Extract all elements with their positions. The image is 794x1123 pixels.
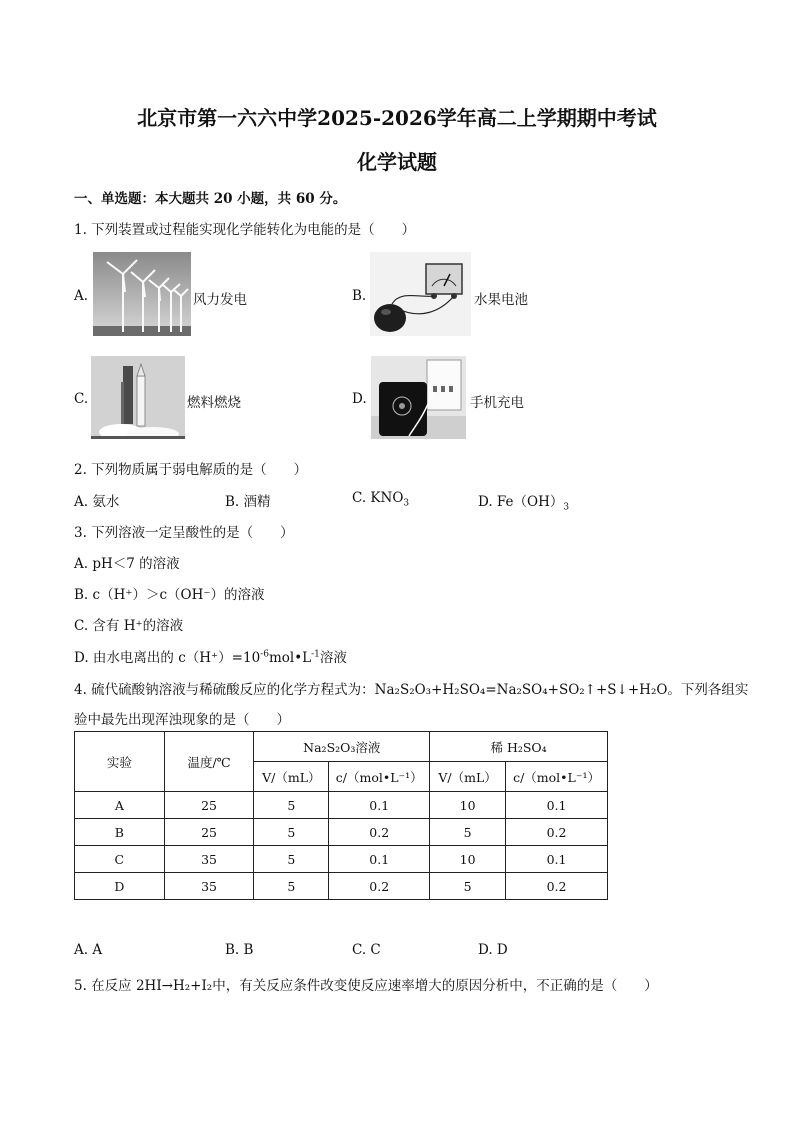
q4-stem-equation: ₂S₂O₃+H₂SO₄=Na₂SO₄+SO₂↑+S↓+H₂O。下列各组实 [394,682,749,698]
q1-option-b-letter: B. [352,288,367,304]
table-cell: 35 [164,873,254,900]
q2-option-d-subscript: 3 [563,502,570,513]
table-header-volume-1: V/（mL） [254,762,329,792]
table-row [75,819,608,846]
wind-turbine-photo [93,252,191,336]
table-row [75,846,608,873]
table-cell: 0.2 [506,819,608,846]
q4-stem-pre: 4. 硫代硫酸钠溶液与稀硫酸反应的化学方程式为：Na [74,682,395,698]
q3-option-a: A. pH＜7 的溶液 [74,556,180,572]
q4-option-d: D. D [478,942,508,958]
q4-data-table [74,731,608,900]
q2-option-c-text: C. KNO [352,490,404,506]
table-cell: 0.2 [506,873,608,900]
table-row [75,792,608,819]
table-cell: 25 [164,819,254,846]
table-cell: 0.2 [329,819,430,846]
q3-option-d-mid: mol•L [268,650,312,666]
table-cell: 0.2 [329,873,430,900]
fruit-battery-photo [370,252,471,336]
q3-option-d-sup2: -1 [311,649,320,660]
rocket-launch-photo [91,356,185,439]
table-header-experiment: 实验 [75,732,165,792]
q1-option-d-letter: D. [352,391,367,407]
q2-option-b: B. 酒精 [225,494,271,510]
table-header-na2s2o3: Na₂S₂O₃溶液 [254,732,430,762]
section-header: 一、单选题：本大题共 20 小题，共 60 分。 [74,191,347,207]
table-header-conc-1: c/（mol•L⁻¹） [329,762,430,792]
table-cell: B [75,819,165,846]
table-row [75,873,608,900]
table-cell: 5 [254,846,329,873]
q3-option-b: B. c（H⁺）＞c（OH⁻）的溶液 [74,587,265,603]
q3-option-c: C. 含有 H⁺的溶液 [74,618,184,634]
q1-option-b-label: 水果电池 [474,292,528,308]
q3-stem: 3. 下列溶液一定呈酸性的是（ ） [74,525,294,541]
table-cell: 10 [430,846,506,873]
table-cell: 10 [430,792,506,819]
table-cell: D [75,873,165,900]
q2-option-a: A. 氨水 [74,494,120,510]
q2-option-c [352,490,409,509]
q2-option-d-text: D. Fe（OH） [478,494,564,510]
q1-option-c-label: 燃料燃烧 [187,395,241,411]
q4-stem-line2: 验中最先出现浑浊现象的是（ ） [74,712,290,728]
page-subtitle: 化学试题 [357,150,437,174]
q3-option-d-pre: D. 由水电离出的 c（H⁺）=10 [74,650,261,666]
table-cell: 5 [254,792,329,819]
table-cell: 5 [254,819,329,846]
q1-option-d-label: 手机充电 [470,395,524,411]
table-header-volume-2: V/（mL） [430,762,506,792]
q1-stem: 1. 下列装置或过程能实现化学能转化为电能的是（ ） [74,222,416,238]
q4-option-c: C. C [352,942,381,958]
page-title: 北京市第一六六中学2025-2026学年高二上学期期中考试 [137,106,657,130]
q3-option-d [74,646,347,666]
table-cell: 25 [164,792,254,819]
q1-option-a-letter: A. [74,288,89,304]
phone-charging-photo [371,356,466,439]
table-cell: 35 [164,846,254,873]
q2-option-d [478,490,569,513]
table-header-h2so4: 稀 H₂SO₄ [430,732,608,762]
table-cell: 5 [254,873,329,900]
table-cell: A [75,792,165,819]
table-cell: 5 [430,873,506,900]
table-cell: 0.1 [506,792,608,819]
table-cell: C [75,846,165,873]
table-header-conc-2: c/（mol•L⁻¹） [506,762,608,792]
table-cell: 5 [430,819,506,846]
table-cell: 0.1 [329,846,430,873]
q3-option-d-sup1: -6 [260,649,269,660]
q3-option-d-post: 溶液 [319,650,347,666]
q4-option-a: A. A [74,942,103,958]
q5-stem: 5. 在反应 2HI→H₂+I₂中，有关反应条件改变使反应速率增大的原因分析中，不正确的是（ ） [74,978,658,994]
q2-stem: 2. 下列物质属于弱电解质的是（ ） [74,462,308,478]
q4-stem [74,678,748,698]
table-cell: 0.1 [506,846,608,873]
q2-option-c-subscript: 3 [403,498,410,509]
q4-option-b: B. B [225,942,254,958]
q1-option-c-letter: C. [74,391,89,407]
q1-option-a-label: 风力发电 [193,292,247,308]
table-header-temperature: 温度/℃ [164,732,254,792]
table-cell: 0.1 [329,792,430,819]
